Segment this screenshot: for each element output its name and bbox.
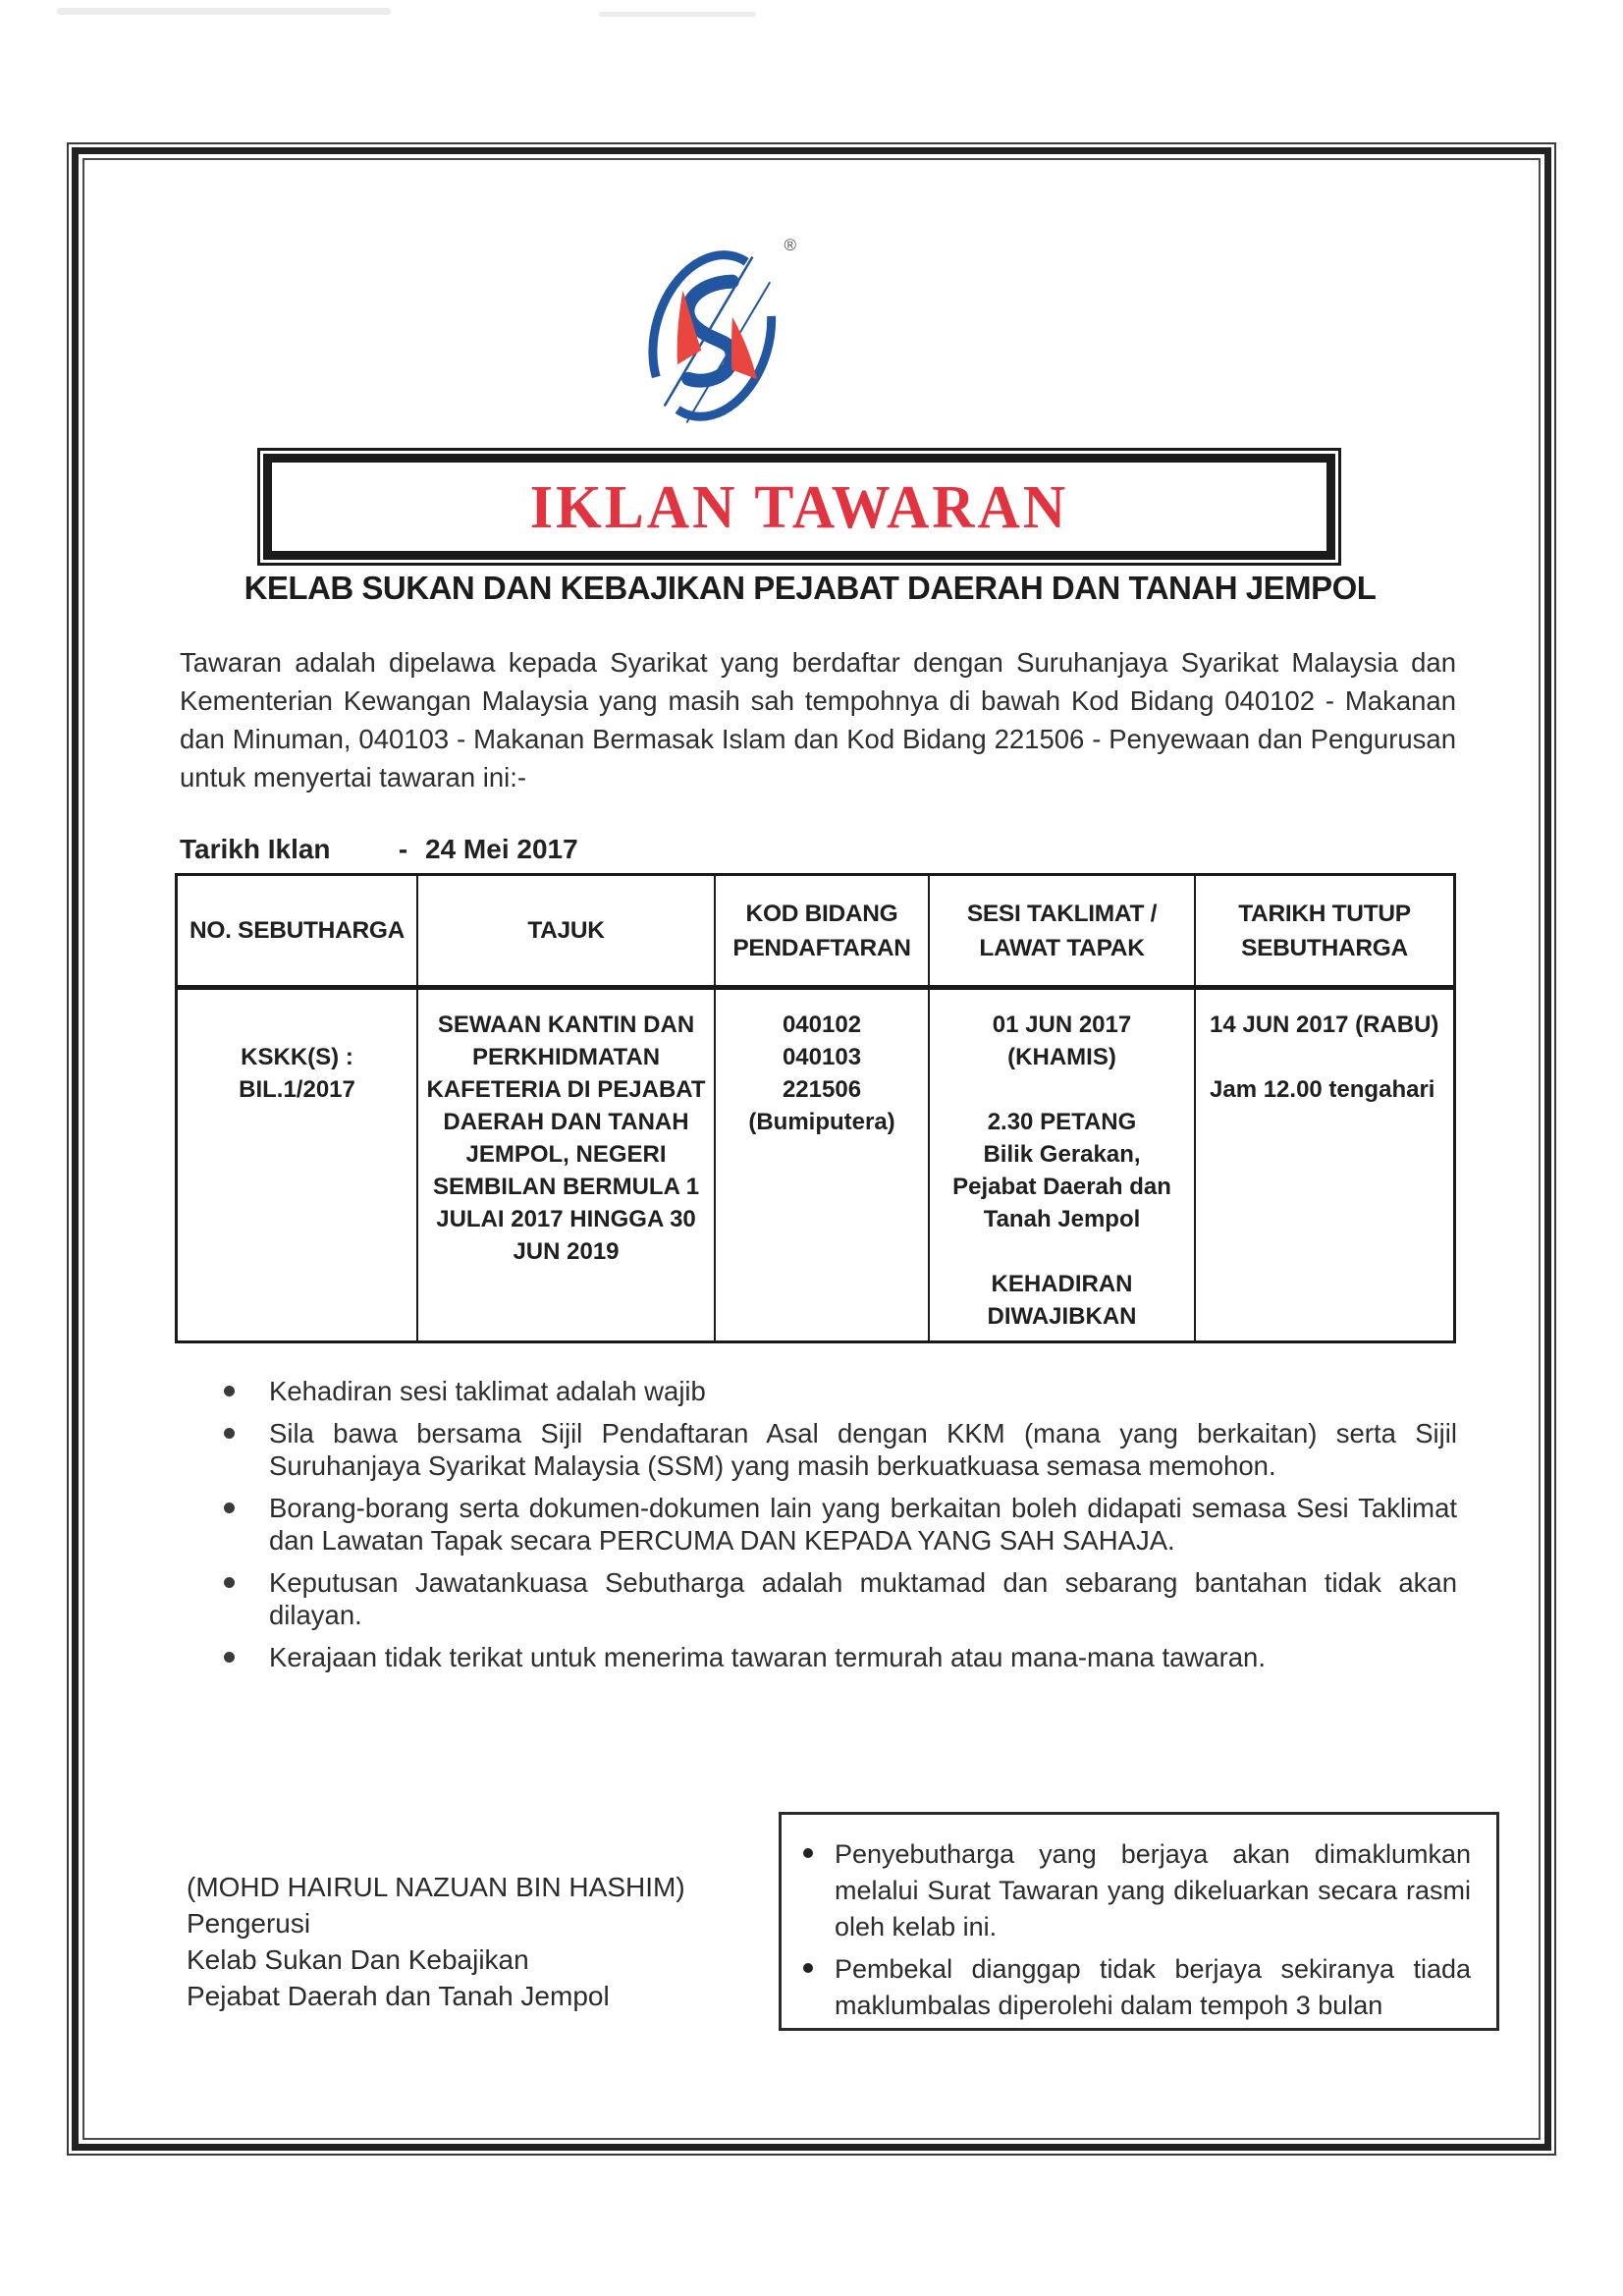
header-no-sebutharga: NO. SEBUTHARGA bbox=[189, 917, 406, 944]
bullet-icon bbox=[224, 1417, 269, 1483]
list-item bbox=[224, 1641, 1457, 1674]
table-header-row bbox=[178, 876, 1453, 990]
cell-tajuk: SEWAAN KANTIN DAN PERKHIDMATAN KAFETERIA DI PEJABAT DAERAH DAN TANAH JEMPOL, NEGERI SEMBILAN BERMULA 1 JULAI 2017 HINGGA 30 JUN 2019 bbox=[416, 990, 714, 1340]
bullet-text: Sila bawa bersama Sijil Pendaftaran Asal dengan KKM (mana yang berkaitan) serta Sijil Suruhanjaya Syarikat Malaysia (SSM) yang masih berkuatkuasa semasa memohon. bbox=[269, 1417, 1457, 1481]
cell-tarikh-tutup: 14 JUN 2017 (RABU) Jam 12.00 tengahari bbox=[1194, 990, 1453, 1340]
scan-artifact bbox=[57, 8, 391, 15]
signatory-title: Pengerusi bbox=[187, 1908, 311, 1939]
title-banner-inner-box bbox=[263, 454, 1335, 560]
table-row bbox=[178, 990, 1453, 1340]
advert-date-separator: - bbox=[398, 834, 408, 864]
notice-box bbox=[779, 1812, 1499, 2031]
title-banner-box bbox=[257, 448, 1341, 566]
advert-date-label: Tarikh Iklan bbox=[180, 834, 331, 864]
bullet-icon bbox=[224, 1492, 269, 1558]
bullet-text: Kehadiran sesi taklimat adalah wajib bbox=[269, 1376, 706, 1406]
header-kod-bidang: KOD BIDANG PENDAFTARAN bbox=[714, 876, 928, 985]
bullet-text: Keputusan Jawatankuasa Sebutharga adalah muktamad dan sebarang bantahan tidak akan dilayan. bbox=[269, 1566, 1457, 1630]
cell-no-sebutharga: KSKK(S) : BIL.1/2017 bbox=[239, 1044, 355, 1103]
organization-heading: KELAB SUKAN DAN KEBAJIKAN PEJABAT DAERAH DAN TANAH JEMPOL bbox=[243, 570, 1377, 606]
list-item bbox=[803, 1836, 1471, 1945]
list-item bbox=[224, 1492, 1457, 1558]
header-sesi-taklimat: SESI TAKLIMAT / LAWAT TAPAK bbox=[928, 876, 1194, 985]
signatory-name: (MOHD HAIRUL NAZUAN BIN HASHIM) bbox=[187, 1872, 685, 1902]
document-title: IKLAN TAWARAN bbox=[529, 472, 1069, 540]
list-item bbox=[224, 1375, 1457, 1408]
registered-trademark-icon: ® bbox=[784, 236, 796, 254]
scan-artifact bbox=[599, 12, 756, 17]
logo-swirl-icon bbox=[633, 234, 790, 435]
bullet-text: Borang-borang serta dokumen-dokumen lain yang berkaitan boleh didapati semasa Sesi Taklimat dan Lawatan Tapak secara PERCUMA DAN KEPADA YANG SAH SAHAJA. bbox=[269, 1492, 1457, 1556]
bullet-icon bbox=[803, 1836, 835, 1945]
notice-text: Penyebutharga yang berjaya akan dimaklumkan melalui Surat Tawaran yang dikeluarkan secara rasmi oleh kelab ini. bbox=[835, 1839, 1471, 1941]
header-tarikh-tutup: TARIKH TUTUP SEBUTHARGA bbox=[1194, 876, 1453, 985]
header-tajuk: TAJUK bbox=[416, 876, 714, 985]
bullet-icon bbox=[224, 1375, 269, 1408]
intro-paragraph: Tawaran adalah dipelawa kepada Syarikat yang berdaftar dengan Suruhanjaya Syarikat Malaysia dan Kementerian Kewangan Malaysia yang masih sah tempohnya di bawah Kod Bidang 040102 - Makanan dan Minuman, 040103 - Makanan Bermasak Islam dan Kod Bidang 221506 - Penyewaan dan Pengurusan untuk menyertai tawaran ini:- bbox=[180, 647, 1456, 793]
terms-bullet-list bbox=[224, 1375, 1457, 1682]
cell-kod-bidang: 040102 040103 221506 (Bumiputera) bbox=[714, 990, 928, 1340]
advert-date-line bbox=[180, 834, 578, 865]
quotation-table bbox=[175, 873, 1456, 1343]
notice-text: Pembekal dianggap tidak berjaya sekiranya tiada maklumbalas diperolehi dalam tempoh 3 bulan bbox=[835, 1954, 1471, 2020]
list-item bbox=[224, 1566, 1457, 1632]
list-item bbox=[224, 1417, 1457, 1483]
organization-logo bbox=[633, 234, 796, 435]
bullet-icon bbox=[803, 1951, 835, 2024]
signatory-org-line2: Pejabat Daerah dan Tanah Jempol bbox=[187, 1981, 610, 2011]
signature-block bbox=[187, 1869, 685, 2014]
cell-sesi-taklimat: 01 JUN 2017 (KHAMIS) 2.30 PETANG Bilik Gerakan, Pejabat Daerah dan Tanah Jempol KEHADIRAN DIWAJIBKAN bbox=[928, 990, 1194, 1340]
list-item bbox=[803, 1951, 1471, 2024]
signatory-org-line1: Kelab Sukan Dan Kebajikan bbox=[187, 1944, 529, 1975]
bullet-text: Kerajaan tidak terikat untuk menerima tawaran termurah atau mana-mana tawaran. bbox=[269, 1641, 1266, 1672]
advert-date-value: 24 Mei 2017 bbox=[425, 834, 578, 864]
bullet-icon bbox=[224, 1566, 269, 1632]
bullet-icon bbox=[224, 1641, 269, 1674]
